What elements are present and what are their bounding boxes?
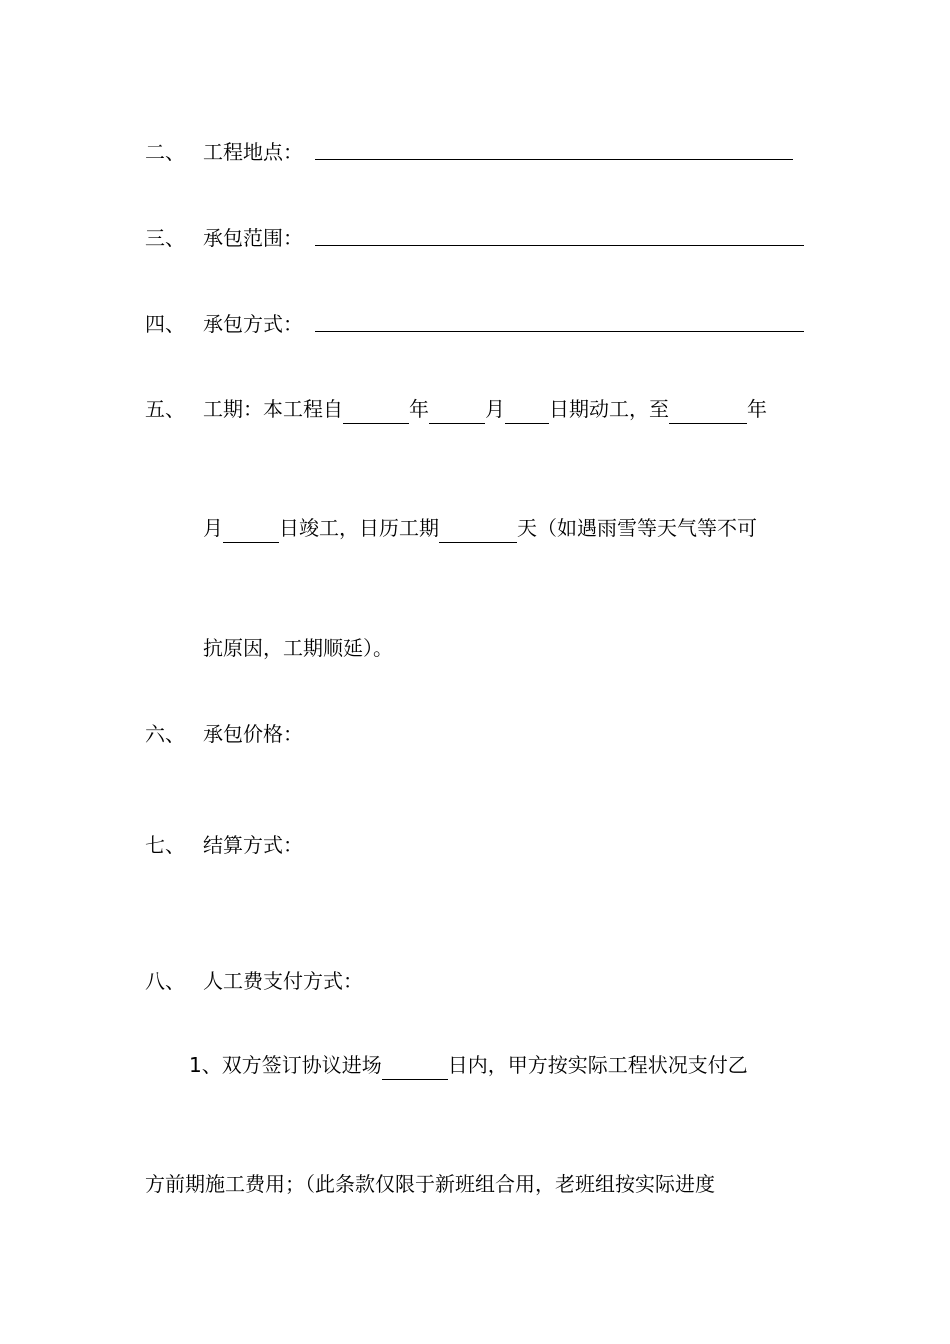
item-label: 结算方式： xyxy=(203,833,303,857)
item-label: 承包方式： xyxy=(203,312,303,336)
item-number: 七、 xyxy=(145,833,185,857)
item-number: 二、 xyxy=(145,140,185,164)
item-number: 三、 xyxy=(145,226,185,250)
end-month-blank[interactable] xyxy=(223,520,279,543)
schedule-line-1: 工期：本工程自 年 月 日期动工，至 年 xyxy=(203,394,767,424)
fill-in-line-method[interactable] xyxy=(315,331,804,332)
item-label: 承包价格： xyxy=(203,722,303,746)
item-label: 承包范围： xyxy=(203,226,303,250)
item-label: 工程地点： xyxy=(203,140,303,164)
fill-in-line-scope[interactable] xyxy=(315,245,804,246)
item-number: 五、 xyxy=(145,397,185,421)
days-blank[interactable] xyxy=(382,1057,448,1080)
item-label: 人工费支付方式： xyxy=(203,969,363,993)
start-year-blank[interactable] xyxy=(343,401,409,424)
start-month-blank[interactable] xyxy=(429,401,485,424)
fill-in-line-location[interactable] xyxy=(315,159,793,160)
start-day-blank[interactable] xyxy=(505,401,549,424)
duration-days-blank[interactable] xyxy=(439,520,517,543)
item-label: 工期： xyxy=(203,397,263,421)
item-number: 六、 xyxy=(145,722,185,746)
item-number: 八、 xyxy=(145,969,185,993)
item-number: 四、 xyxy=(145,312,185,336)
end-year-blank[interactable] xyxy=(669,401,747,424)
